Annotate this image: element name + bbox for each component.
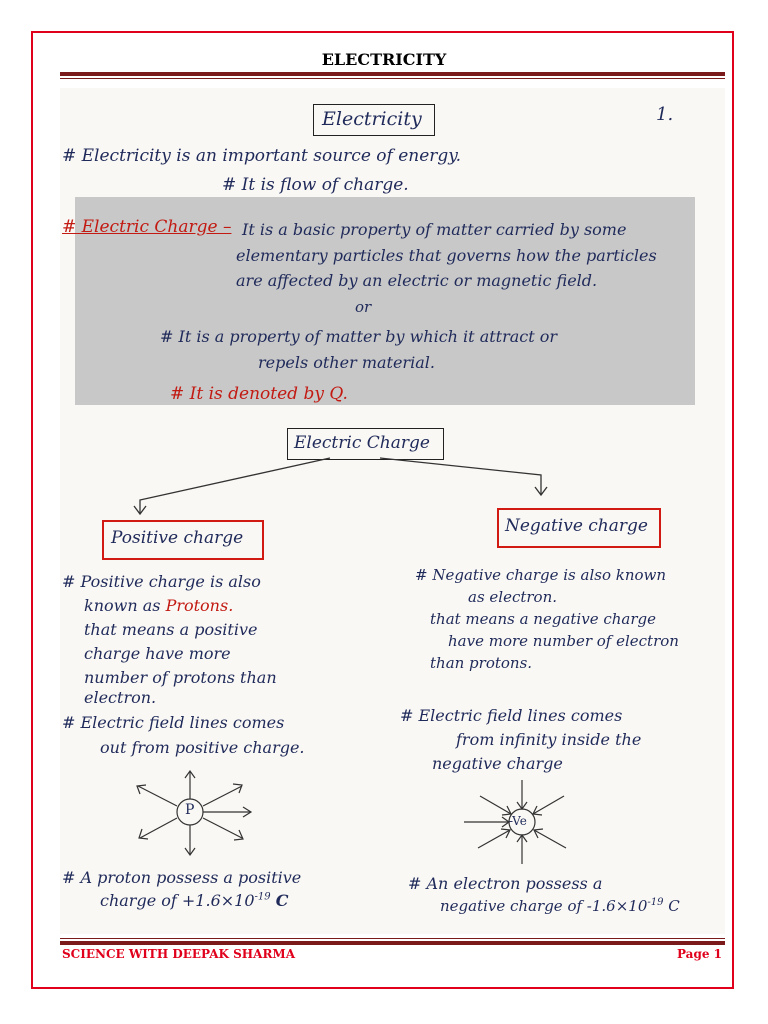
note-text: charge of +1.6×10 <box>100 891 255 910</box>
positive-heading: Positive charge <box>111 528 244 548</box>
footer-rule <box>60 941 725 945</box>
tree-root: Electric Charge <box>294 433 430 453</box>
negative-heading: Negative charge <box>505 516 648 536</box>
notes-heading: Electricity <box>322 108 422 130</box>
note-line: that means a positive <box>84 620 258 639</box>
electron-symbol: -Ve <box>509 814 527 828</box>
page-number: 1. <box>656 104 674 125</box>
note-line: charge have more <box>84 644 231 663</box>
note-line: # An electron possess a <box>408 874 603 893</box>
note-line: negative charge <box>432 754 563 773</box>
proton-symbol: P <box>185 802 195 818</box>
note-line: repels other material. <box>258 353 435 372</box>
protons-term: Protons. <box>165 596 234 615</box>
note-line: out from positive charge. <box>100 738 305 757</box>
exponent: -19 <box>254 891 271 903</box>
note-line: number of protons than <box>84 668 277 687</box>
note-line: than protons. <box>430 654 533 672</box>
footer-author: SCIENCE WITH DEEPAK SHARMA <box>62 947 296 961</box>
note-line <box>100 891 288 910</box>
note-text: negative charge of -1.6×10 <box>440 897 648 915</box>
note-line: It is a basic property of matter carried by some <box>242 220 627 239</box>
note-line: # It is flow of charge. <box>222 175 409 195</box>
unit: C <box>668 897 680 915</box>
note-line: # It is a property of matter by which it attract or <box>160 327 558 346</box>
note-line: # A proton possess a positive <box>62 868 302 887</box>
exponent: -19 <box>647 897 664 908</box>
note-line: as electron. <box>468 588 558 606</box>
note-text: known as <box>84 596 166 615</box>
note-line: # Electric field lines comes <box>62 713 285 732</box>
note-line: or <box>355 298 372 316</box>
note-line: # It is denoted by Q. <box>170 384 348 404</box>
note-line: are affected by an electric or magnetic field. <box>236 271 598 290</box>
page-title: ELECTRICITY <box>321 50 447 69</box>
note-line: electron. <box>84 688 157 707</box>
note-line: have more number of electron <box>448 632 679 650</box>
note-line <box>440 897 680 915</box>
positive-field-diagram <box>130 768 270 858</box>
note-line <box>84 596 233 615</box>
note-line: that means a negative charge <box>430 610 656 628</box>
unit: C <box>275 891 289 910</box>
note-line: # Electricity is an important source of energy. <box>62 146 462 166</box>
note-line: from infinity inside the <box>456 730 642 749</box>
footer-rule-thin <box>60 938 725 939</box>
note-line: # Electric field lines comes <box>400 706 623 725</box>
charge-term: # Electric Charge – <box>62 217 232 237</box>
note-line: elementary particles that governs how the particles <box>236 246 657 265</box>
note-line: # Positive charge is also <box>62 572 261 591</box>
footer-page-number: Page 1 <box>676 947 722 961</box>
note-line: # Negative charge is also known <box>415 566 667 584</box>
